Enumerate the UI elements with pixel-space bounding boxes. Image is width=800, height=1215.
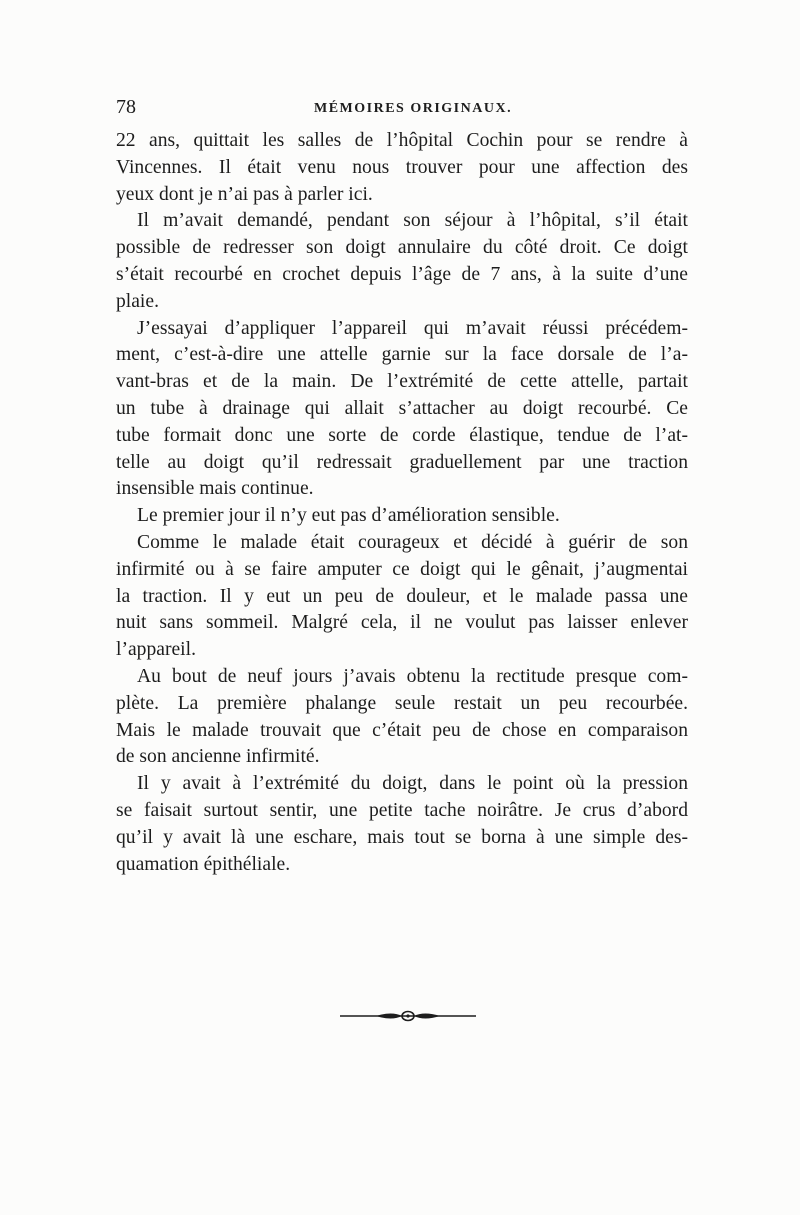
text-line: J’essayai d’appliquer l’appareil qui m’avait réussi précédem- [137, 317, 688, 339]
text-line: Il y avait à l’extrémité du doigt, dans le point où la pression [137, 773, 688, 795]
text-line: Le premier jour il n’y eut pas d’amélioration sensible. [137, 505, 560, 527]
text-line: plaie. [116, 290, 159, 312]
running-head [116, 96, 686, 120]
text-line: tube formait donc une sorte de corde élastique, tendue de l’at- [116, 424, 688, 446]
text-line: 22 ans, quittait les salles de l’hôpital Cochin pour se rendre à [116, 130, 688, 151]
text-line: l’appareil. [116, 639, 196, 661]
page-number: 78 [116, 96, 136, 118]
text-line: telle au doigt qu’il redressait graduellement par une traction [116, 451, 688, 473]
text-line: Vincennes. Il était venu nous trouver pour une affection des [116, 156, 688, 178]
text-line: Mais le malade trouvait que c’était peu de chose en comparaison [116, 719, 688, 741]
text-line: un tube à drainage qui allait s’attacher au doigt recourbé. Ce [116, 397, 688, 419]
text-line: Au bout de neuf jours j’avais obtenu la rectitude presque com- [137, 665, 688, 687]
text-line: possible de redresser son doigt annulaire du côté droit. Ce doigt [116, 237, 688, 259]
text-line: de son ancienne infirmité. [116, 746, 320, 768]
text-line: vant-bras et de la main. De l’extrémité de cette attelle, partait [116, 371, 688, 393]
text-line: insensible mais continue. [116, 478, 314, 500]
text-line: ment, c’est-à-dire une attelle garnie sur la face dorsale de l’a- [116, 344, 688, 366]
running-title: MÉMOIRES ORIGINAUX. [314, 101, 513, 116]
text-line: plète. La première phalange seule restait un peu recourbée. [116, 692, 688, 714]
text-line: Il m’avait demandé, pendant son séjour à l’hôpital, s’il était [137, 210, 688, 232]
body-text [116, 128, 688, 878]
text-line: la traction. Il y eut un peu de douleur, et le malade passa une [116, 585, 688, 607]
text-line: se faisait surtout sentir, une petite tache noirâtre. Je crus d’abord [116, 799, 688, 821]
text-line: s’était recourbé en crochet depuis l’âge de 7 ans, à la suite d’une [116, 263, 688, 285]
text-line: nuit sans sommeil. Malgré cela, il ne voulut pas laisser enlever [116, 612, 688, 634]
text-line: qu’il y avait là une eschare, mais tout se borna à une simple des- [116, 826, 688, 848]
end-ornament-icon [340, 1006, 476, 1026]
text-line: yeux dont je n’ai pas à parler ici. [116, 183, 373, 205]
text-line: Comme le malade était courageux et décidé à guérir de son [137, 531, 688, 553]
text-line: infirmité ou à se faire amputer ce doigt qui le gênait, j’augmentai [116, 558, 688, 580]
text-line: quamation épithéliale. [116, 853, 291, 875]
